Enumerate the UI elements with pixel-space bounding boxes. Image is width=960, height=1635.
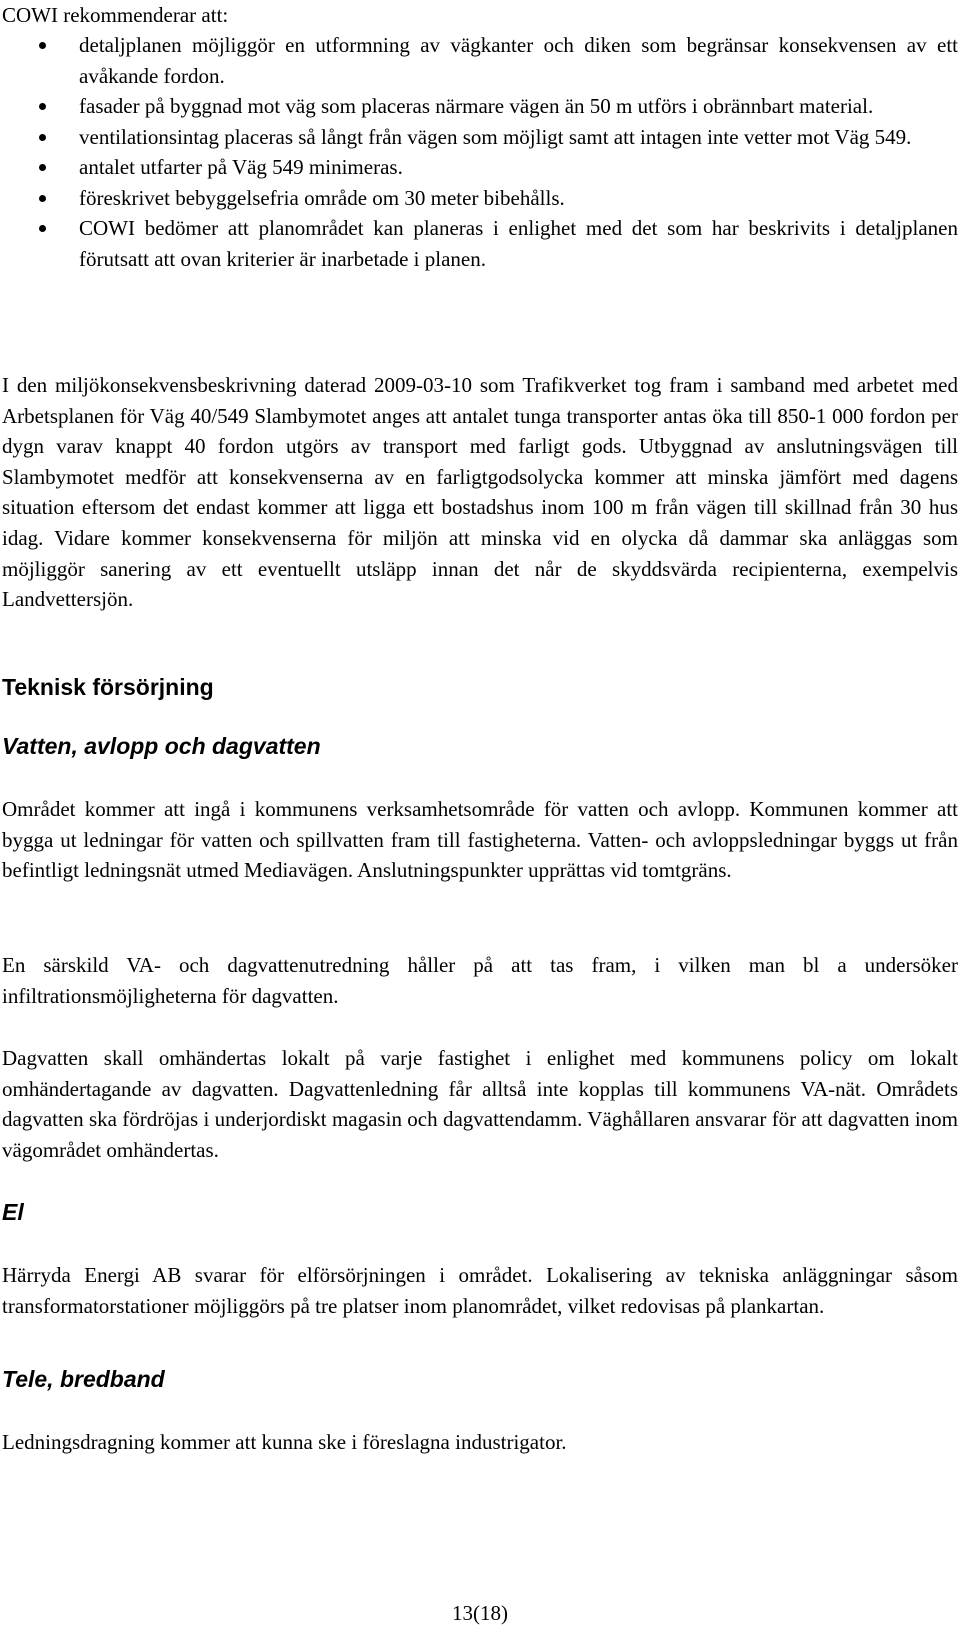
list-item-text: fasader på byggnad mot väg som placeras närmare vägen än 50 m utförs i obrännbart material. xyxy=(79,94,874,118)
list-item xyxy=(0,183,958,214)
list-item xyxy=(0,213,958,274)
bullet-icon xyxy=(39,164,46,171)
bullet-icon xyxy=(39,134,46,141)
intro-line: COWI rekommenderar att: xyxy=(2,3,229,27)
section-heading-teknisk: Teknisk försörjning xyxy=(2,674,214,700)
recommendation-list xyxy=(0,30,958,274)
subheading-tele: Tele, bredband xyxy=(2,1366,165,1392)
list-item xyxy=(0,152,958,183)
subheading-vatten: Vatten, avlopp och dagvatten xyxy=(2,733,321,759)
el-paragraph: Härryda Energi AB svarar för elförsörjningen i området. Lokalisering av tekniska anläggningar såsom transformatorstationer möjliggörs på tre platser inom planområdet, vilket redovisas på plankartan. xyxy=(2,1263,958,1318)
page-number: 13(18) xyxy=(452,1601,508,1625)
vatten-paragraph-1: Området kommer att ingå i kommunens verksamhetsområde för vatten och avlopp. Kommunen kommer att bygga ut ledningar för vatten och spillvatten fram till fastigheterna. Vatten- och avloppsledningar byggs ut från befintligt ledningsnät utmed Mediavägen. Anslutningspunkter upprättas vid tomtgräns. xyxy=(2,797,958,883)
list-item-text: föreskrivet bebyggelsefria område om 30 meter bibehålls. xyxy=(79,185,565,210)
list-item xyxy=(0,122,958,153)
vatten-paragraph-3: Dagvatten skall omhändertas lokalt på varje fastighet i enlighet med kommunens policy om lokalt omhändertagande av dagvatten. Dagvattenledning får alltså inte kopplas till kommunens VA-nät. Områdets dagvatten ska fördröjas i underjordiskt magasin och dagvattendamm. Väghållaren ansvarar för att dagvatten inom vägområdet omhändertas. xyxy=(2,1046,958,1162)
bullet-icon xyxy=(39,195,46,202)
list-item-text: antalet utfarter på Väg 549 minimeras. xyxy=(79,155,403,179)
bullet-icon xyxy=(39,42,46,49)
vatten-paragraph-2: En särskild VA- och dagvattenutredning håller på att tas fram, i vilken man bl a undersöker infiltrationsmöjligheterna för dagvatten. xyxy=(2,953,958,1008)
list-item xyxy=(0,91,958,122)
miljo-paragraph: I den miljökonsekvensbeskrivning daterad 2009-03-10 som Trafikverket tog fram i samband med arbetet med Arbetsplanen för Väg 40/549 Slambymotet anges att antalet tunga transporter antas öka till 850-1 000 fordon per dygn varav knappt 40 fordon utgörs av transport med farligt gods. Utbyggnad av anslutningsvägen till Slambymotet medför att konsekvenserna av en farligtgodsolycka kommer att minska jämfört med dagens situation eftersom det endast kommer att ligga ett bostadshus inom 100 m från vägen till skillnad från 30 hus idag. Vidare kommer konsekvenserna för miljön att minska vid en olycka då dammar ska anläggas som möjliggör sanering av ett eventuellt utsläpp innan det når de skyddsvärda recipienterna, exempelvis Landvettersjön. xyxy=(2,373,958,612)
list-item-text: COWI bedömer att planområdet kan planeras i enlighet med det som har beskrivits i detaljplanen förutsatt att ovan kriterier är inarbetade i planen. xyxy=(79,216,958,271)
subheading-el: El xyxy=(2,1199,24,1225)
tele-paragraph: Ledningsdragning kommer att kunna ske i föreslagna industrigator. xyxy=(2,1430,567,1454)
bullet-icon xyxy=(39,225,46,232)
list-item xyxy=(0,30,958,91)
list-item-text: ventilationsintag placeras så långt från vägen som möjligt samt att intagen inte vetter mot Väg 549. xyxy=(79,124,912,149)
list-item-text: detaljplanen möjliggör en utformning av vägkanter och diken som begränsar konsekvensen av ett avåkande fordon. xyxy=(79,33,958,88)
bullet-icon xyxy=(39,103,46,110)
